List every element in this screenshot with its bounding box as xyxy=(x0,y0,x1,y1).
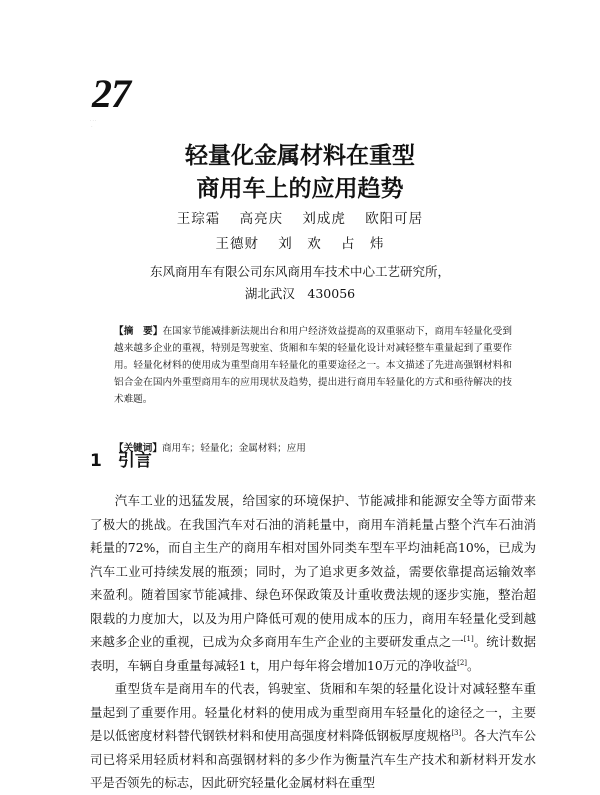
title-line-2: 商用车上的应用趋势 xyxy=(196,176,404,202)
author: 刘成虎 xyxy=(302,211,346,227)
abstract-label: 【摘 要】 xyxy=(114,326,163,337)
keywords xyxy=(114,440,512,457)
authors-line-1 xyxy=(0,213,600,227)
section-heading xyxy=(90,453,152,470)
citation: [3] xyxy=(451,728,462,737)
abstract xyxy=(114,323,512,408)
author: 王德财 xyxy=(215,236,259,252)
abstract-text: 在国家节能减排新法规出台和用户经济效益提高的双重驱动下，商用车轻量化受到越来越多企业的重视，特别是驾驶室、货厢和车架的轻量化设计对减轻整车重量起到了重要作用。轻量化材料的使用成为重型商用车轻量化的重要途径之一。本文描述了先进高强钢材料和铝合金在国内外重型商用车的应用现状及趋势，提出进行商用车轻量化的方式和亟待解决的技术难题。 xyxy=(114,326,513,405)
paragraph: 重型货车是商用车的代表，钨驶室、货厢和车架的轻量化设计对减轻整车重量起到了重要作用。轻量化材料的使用成为重型商用车轻量化的途径之一，主要是以低密度材料替代钢铁材料和使用高强度材料降低钢板厚度规格[3]。各大汽车公司已将采用轻质材料和高强钢材料的多少作为衡量汽车生产技术和新材料开发水平是否领先的标志，因此研究轻量化金属材料在重型 xyxy=(90,681,537,790)
author: 欧阳可居 xyxy=(365,211,424,227)
author: 占 炜 xyxy=(341,236,385,252)
body-text xyxy=(90,489,536,795)
citation: [2] xyxy=(457,658,468,667)
keywords-text: 商用车；轻量化；金属材料；应用 xyxy=(161,443,306,454)
chapter-number: 27 xyxy=(92,71,130,116)
title-line-1: 轻量化金属材料在重型 xyxy=(185,143,415,169)
section-title: 引言 xyxy=(117,451,152,471)
authors-line-2 xyxy=(0,238,600,252)
keywords-label: 【关键词】 xyxy=(114,443,162,454)
citation: [1] xyxy=(463,634,474,643)
section-number: 1 xyxy=(90,451,102,471)
paragraph: 汽车工业的迅猛发展，给国家的环境保护、节能减排和能源安全等方面带来了极大的挑战。在我国汽车对石油的消耗量中，商用车消耗量占整个汽车石油消耗量的72%，而自主生产的商用车相对国外同类车型车平均油耗高10%，已成为汽车工业可持续发展的瓶颈；同时，为了追求更多效益，需要依靠提高运输效率来盈利。随着国家节能减排、绿色环保政策及计重收费法规的逐步实施，整治超限载的力度加大，以及为用户降低可观的使用成本的压力，商用车轻量化受到越来越多企业的重视，已成为众多商用车生产企业的主要研发重点之一[1]。统计数据表明，车辆自身重量每减轻1 t，用户每年将会增加10万元的净收益[2]。 xyxy=(90,493,537,673)
chapter-ornament: · · · · xyxy=(90,118,97,129)
affiliation-line-1: 东风商用车有限公司东风商用车技术中心工艺研究所， xyxy=(149,264,450,279)
author: 刘 欢 xyxy=(278,236,322,252)
author: 王琮霜 xyxy=(176,211,221,227)
affiliation-line-2: 湖北武汉 430056 xyxy=(244,286,356,301)
author: 高亮庆 xyxy=(239,211,284,227)
